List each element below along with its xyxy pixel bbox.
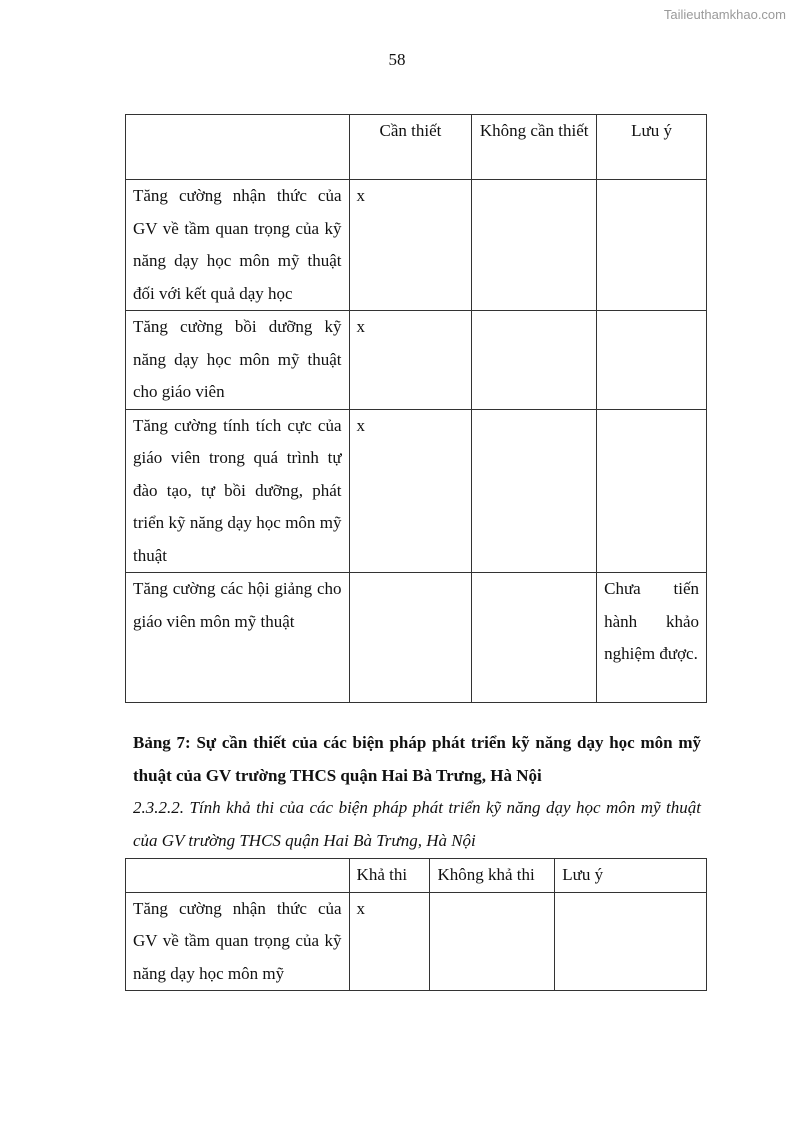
mark-cell: x <box>349 892 430 991</box>
mark-cell: x <box>349 409 472 573</box>
mark-cell <box>349 573 472 703</box>
table-row <box>126 409 707 573</box>
section-heading: 2.3.2.2. Tính khả thi của các biện pháp phát triển kỹ năng dạy học môn mỹ thuật của GV trường THCS quận Hai Bà Trưng, Hà Nội <box>133 798 701 850</box>
note-cell: Chưa tiến hành khảo nghiệm được. <box>597 573 707 703</box>
mark-cell <box>430 892 555 991</box>
note-cell <box>597 409 707 573</box>
measure-cell: Tăng cường nhận thức của GV về tầm quan trọng của kỹ năng dạy học môn mỹ <box>126 892 350 991</box>
table-caption: Bảng 7: Sự cần thiết của các biện pháp phát triển kỹ năng dạy học môn mỹ thuật của GV trường THCS quận Hai Bà Trưng, Hà Nội <box>133 733 701 785</box>
table-row <box>126 311 707 410</box>
header-cell: Khả thi <box>349 859 430 893</box>
header-cell: Không cần thiết <box>472 115 597 180</box>
note-cell <box>555 892 707 991</box>
header-cell: Cần thiết <box>349 115 472 180</box>
table-row <box>126 180 707 311</box>
header-cell <box>126 859 350 893</box>
page-number: 58 <box>388 50 406 69</box>
watermark: Tailieuthamkhao.com <box>663 7 786 22</box>
table-header-row <box>126 859 707 893</box>
mark-cell: x <box>349 311 472 410</box>
mark-cell <box>472 180 597 311</box>
table-row <box>126 573 707 703</box>
mark-cell <box>472 311 597 410</box>
feasibility-table <box>125 858 707 991</box>
mark-cell: x <box>349 180 472 311</box>
header-cell <box>126 115 350 180</box>
measure-cell: Tăng cường bồi dưỡng kỹ năng dạy học môn mỹ thuật cho giáo viên <box>126 311 350 410</box>
header-cell: Lưu ý <box>555 859 707 893</box>
mark-cell <box>472 573 597 703</box>
header-cell: Lưu ý <box>597 115 707 180</box>
note-cell <box>597 180 707 311</box>
table-row <box>126 892 707 991</box>
header-cell: Không khả thi <box>430 859 555 893</box>
measure-cell: Tăng cường các hội giảng cho giáo viên môn mỹ thuật <box>126 573 350 703</box>
note-cell <box>597 311 707 410</box>
table-header-row <box>126 115 707 180</box>
necessity-table <box>125 114 707 703</box>
measure-cell: Tăng cường tính tích cực của giáo viên trong quá trình tự đào tạo, tự bồi dưỡng, phát triển kỹ năng dạy học môn mỹ thuật <box>126 409 350 573</box>
mark-cell <box>472 409 597 573</box>
measure-cell: Tăng cường nhận thức của GV về tầm quan trọng của kỹ năng dạy học môn mỹ thuật đối với kết quả dạy học <box>126 180 350 311</box>
